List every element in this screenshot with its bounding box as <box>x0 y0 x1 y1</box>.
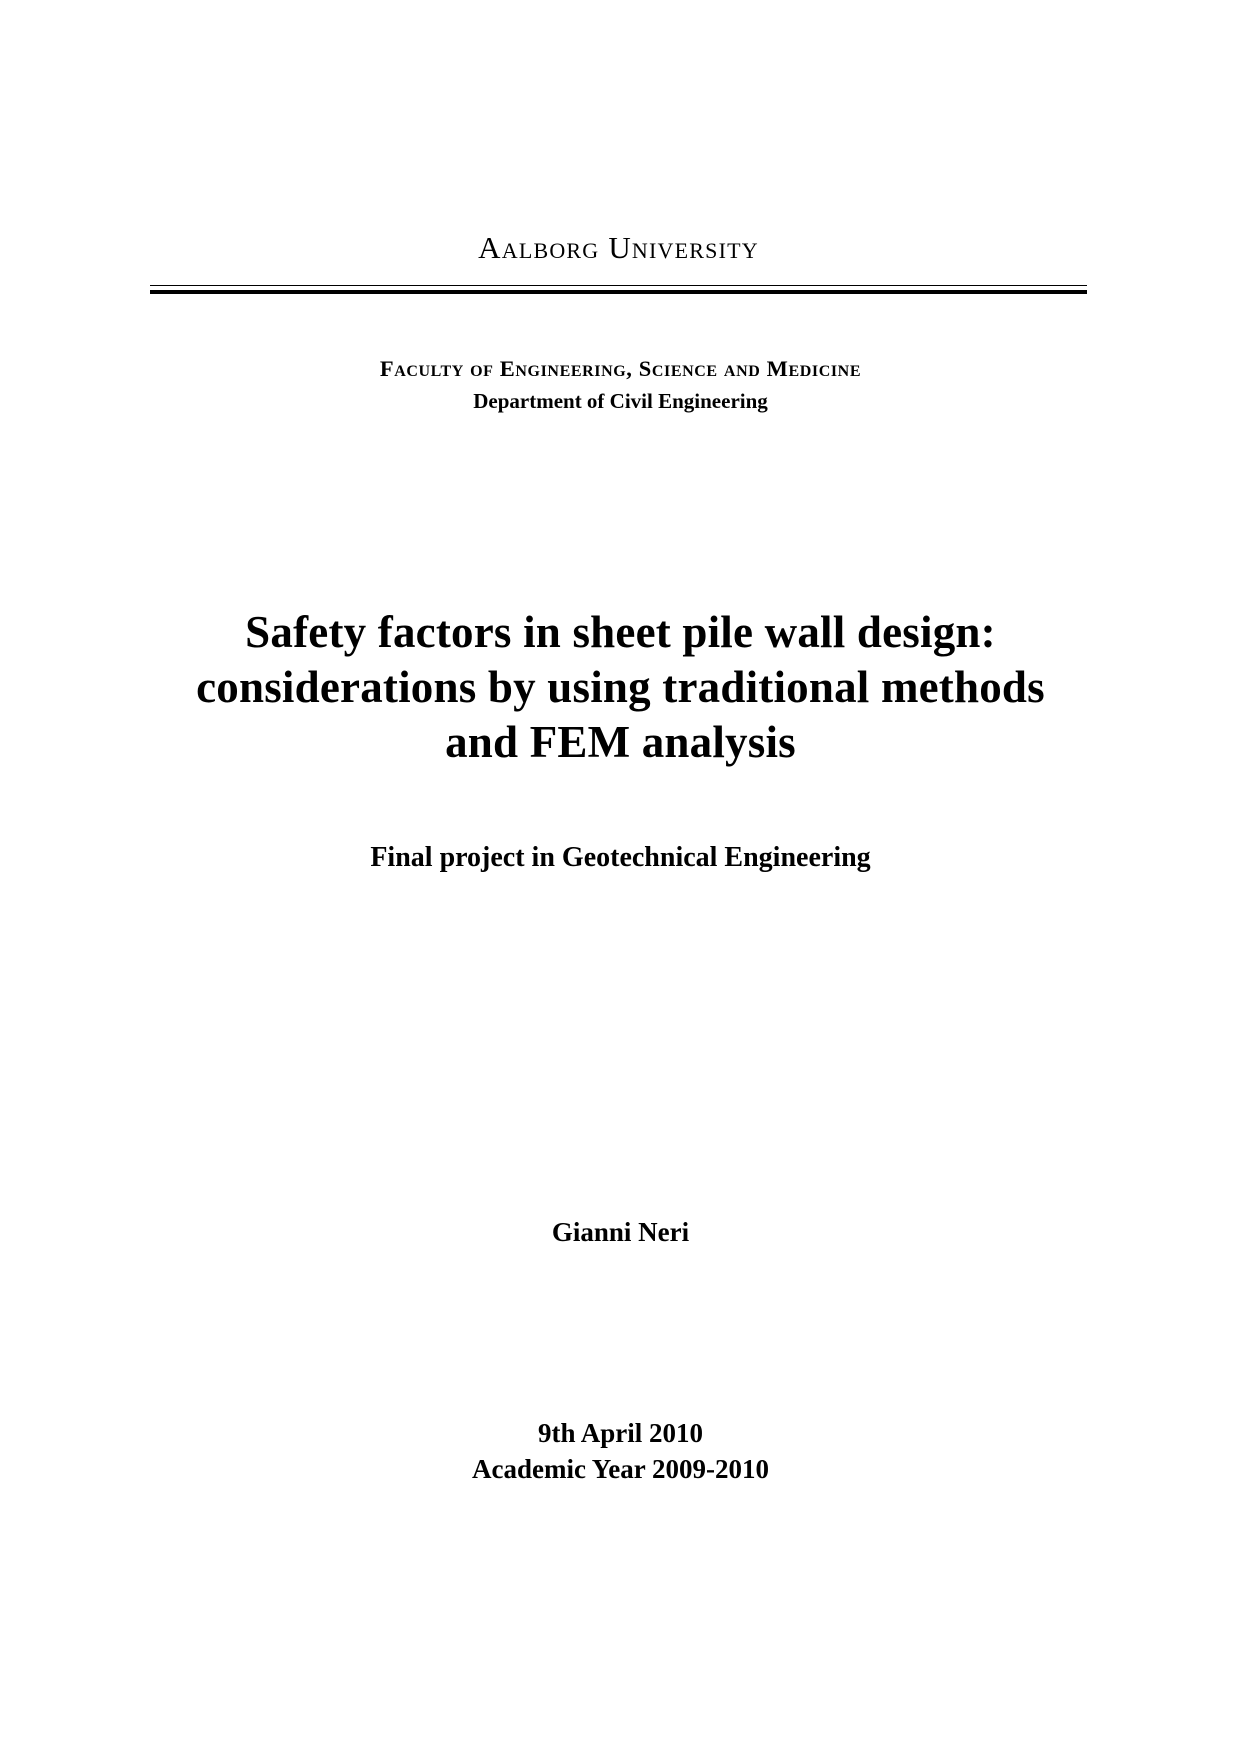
author-name: Gianni Neri <box>551 1217 690 1247</box>
institution-block <box>0 355 1241 415</box>
title-line-1: Safety factors in sheet pile wall design: <box>245 607 996 657</box>
faculty-name: Faculty of Engineering, Science and Medicine <box>379 356 862 381</box>
header-double-rule <box>150 285 1087 294</box>
header-rule-thick <box>150 290 1087 294</box>
document-title <box>120 605 1121 770</box>
university-name: Aalborg University <box>478 230 759 265</box>
department-name: Department of Civil Engineering <box>473 388 768 413</box>
academic-year: Academic Year 2009-2010 <box>472 1454 769 1485</box>
date-block <box>0 1415 1241 1488</box>
title-line-3: and FEM analysis <box>445 716 796 767</box>
header-block <box>150 232 1087 294</box>
submission-date: 9th April 2010 <box>537 1418 704 1448</box>
document-subtitle: Final project in Geotechnical Engineering <box>370 842 871 873</box>
title-line-2: considerations by using traditional methods <box>196 661 1045 712</box>
